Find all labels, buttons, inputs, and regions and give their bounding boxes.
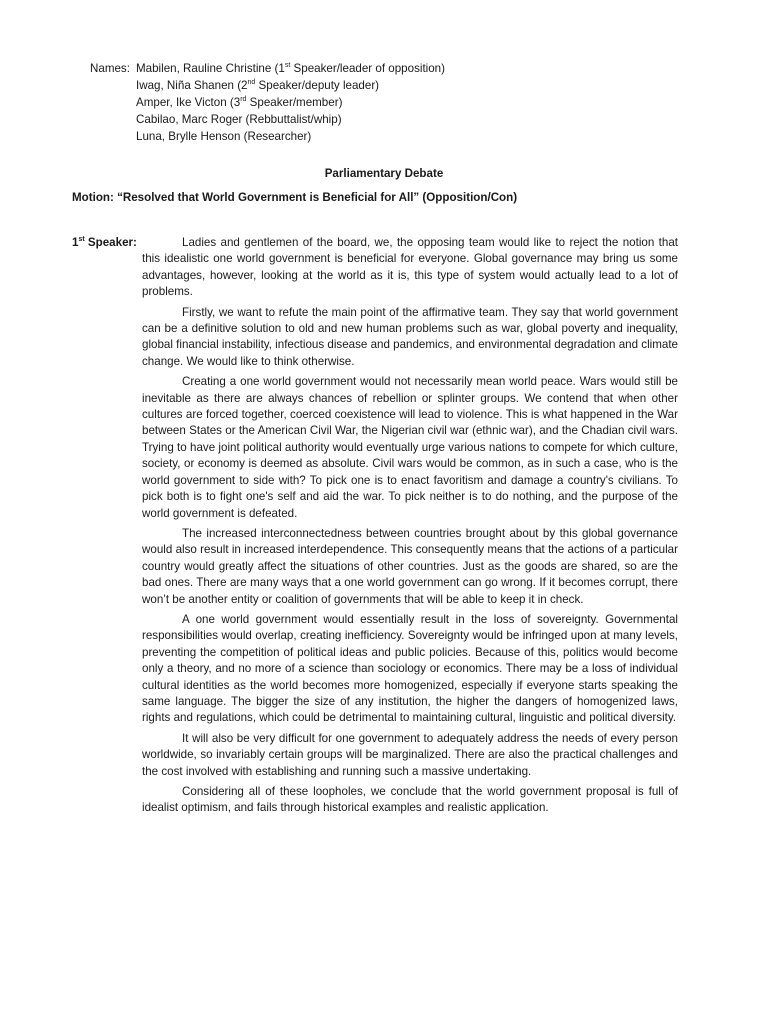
page-title: Parliamentary Debate xyxy=(324,167,444,180)
name-row xyxy=(90,129,445,146)
speech-paragraph: Considering all of these loopholes, we conclude that the world government proposal is full of idealist optimism, and fails through historical examples and realistic application. xyxy=(142,785,678,815)
motion-statement: Motion: “Resolved that World Government is Beneficial for All” (Opposition/Con) xyxy=(72,191,518,204)
speech-paragraph: It will also be very difficult for one government to adequately address the needs of every person worldwide, so invariably certain groups will be marginalized. There are also the practical challenges and the cost involved with establishing and running such a massive undertaking. xyxy=(142,731,678,778)
name-row xyxy=(90,95,445,112)
speech-paragraph: A one world government would essentially result in the loss of sovereignty. Governmental responsibilities would overlap, creating inefficiency. Sovereignty would be infringed upon at many levels, preventing the competition of political ideas and public policies. Because of this, politics would become only a theory, and no more of a science than sociology or economics. There may be a loss of individual cultural identities as the world becomes more homogenized, especially if everyone starts speaking the same language. The bigger the size of any institution, the higher the dangers of homogenized laws, rights and regulations, which could be detrimental to maintaining cultural, linguistic and political diversity. xyxy=(142,612,678,725)
member-name: Amper, Ike Victon (3rd Speaker/member) xyxy=(136,96,343,109)
name-row xyxy=(90,61,445,78)
member-name: Mabilen, Rauline Christine (1st Speaker/leader of opposition) xyxy=(136,62,445,75)
speech-paragraph: Creating a one world government would not necessarily mean world peace. Wars would still be inevitable as there are always chances of rebellion or splinter groups. We contend that when other cultures are forced together, coerced coexistence will lead to violence. This is what happened in the War between States or the American Civil War, the Nigerian civil war (ethnic war), and the Chadian civil wars. Trying to have joint political authority would eventually urge various nations to compete for which culture, society, or economy is deemed as absolute. Civil wars would be common, as in such a case, who is the world government to side with? To pick one is to enact favoritism and damage a country's civilians. To pick both is to fight one's self and aid the war. To pick neither is to do nothing, and the purpose of the world government is defeated. xyxy=(142,375,678,520)
name-row xyxy=(90,112,445,129)
speech-body xyxy=(142,235,678,821)
speech-paragraph: The increased interconnectedness between countries brought about by this global governance would also result in increased interdependence. This consequently means that the actions of a particular country would greatly affect the situations of other countries. Just as the goods are shared, so are the bad ones. There are many ways that a one world government can go wrong. If it becomes corrupt, there won’t be another entity or coalition of governments that will be able to keep it in check. xyxy=(142,526,678,606)
speaker-label: 1st Speaker: xyxy=(72,236,137,249)
member-name: Cabilao, Marc Roger (Rebbuttalist/whip) xyxy=(136,113,342,126)
team-names xyxy=(90,61,445,146)
speech-paragraph: Ladies and gentlemen of the board, we, the opposing team would like to reject the notion that this idealistic one world government is beneficial for everyone. Global governance may bring us some advantages, however, looking at the world as it is, this type of system would actually lead to a lot of problems. xyxy=(142,236,678,299)
member-name: Iwag, Niña Shanen (2nd Speaker/deputy leader) xyxy=(136,79,380,92)
member-name: Luna, Brylle Henson (Researcher) xyxy=(136,130,312,143)
name-row xyxy=(90,78,445,95)
names-label: Names: xyxy=(90,62,130,75)
speech-paragraph: Firstly, we want to refute the main point of the affirmative team. They say that world government can be a definitive solution to old and new human problems such as war, global poverty and inequality, global financial instability, infectious disease and pandemics, and environmental degradation and climate change. We would like to think otherwise. xyxy=(142,305,679,368)
